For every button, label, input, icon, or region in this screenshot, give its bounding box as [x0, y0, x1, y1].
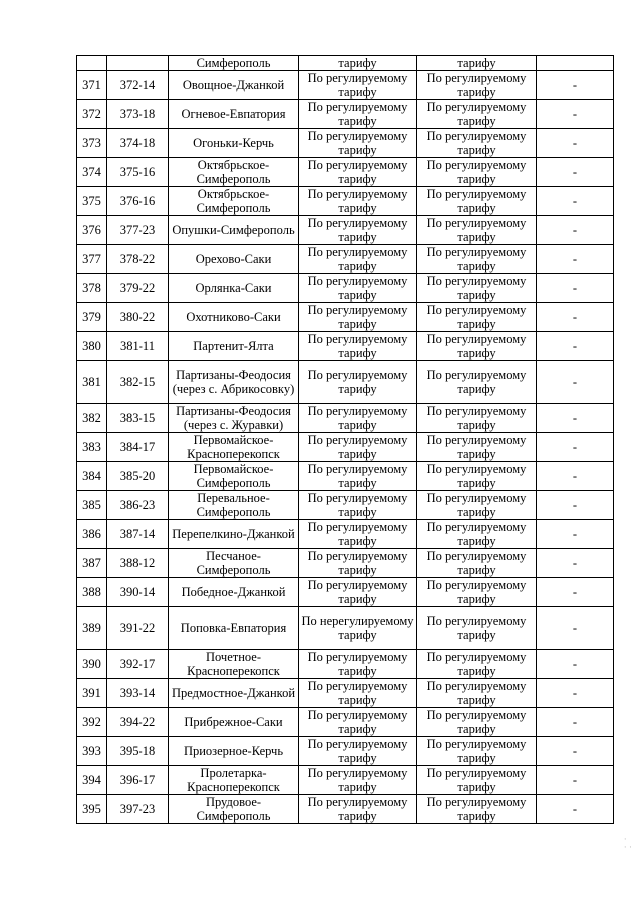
cell-route: Овощное-Джанкой — [169, 71, 299, 100]
cell-col4: По регулируемому тарифу — [299, 332, 417, 361]
table-row — [77, 708, 614, 737]
cell-col5: По регулируемому тарифу — [417, 737, 537, 766]
cell-col4: По регулируемому тарифу — [299, 361, 417, 404]
cell-number: 387 — [77, 549, 107, 578]
cell-col5: По регулируемому тарифу — [417, 491, 537, 520]
cell-route: Партизаны-Феодосия (через с. Журавки) — [169, 404, 299, 433]
cell-number: 373 — [77, 129, 107, 158]
cell-col6: - — [537, 245, 614, 274]
table-row — [77, 245, 614, 274]
cell-col5: По регулируемому тарифу — [417, 462, 537, 491]
cell-code — [107, 56, 169, 71]
cell-col4: По регулируемому тарифу — [299, 303, 417, 332]
cell-col6: - — [537, 549, 614, 578]
cell-col4: По регулируемому тарифу — [299, 491, 417, 520]
cell-code: 387-14 — [107, 520, 169, 549]
cell-code: 385-20 — [107, 462, 169, 491]
cell-col4: По регулируемому тарифу — [299, 433, 417, 462]
cell-col5: По регулируемому тарифу — [417, 520, 537, 549]
cell-number — [77, 56, 107, 71]
cell-route: Прибрежное-Саки — [169, 708, 299, 737]
table-row — [77, 650, 614, 679]
table-row — [77, 520, 614, 549]
routes-table-body — [77, 56, 614, 824]
cell-col5: По регулируемому тарифу — [417, 361, 537, 404]
cell-col5: По регулируемому тарифу — [417, 71, 537, 100]
cell-col6: - — [537, 129, 614, 158]
cell-col4: По регулируемому тарифу — [299, 216, 417, 245]
cell-col4: По регулируемому тарифу — [299, 462, 417, 491]
cell-route: Пролетарка-Красноперекопск — [169, 766, 299, 795]
cell-col4: По регулируемому тарифу — [299, 71, 417, 100]
cell-col6: - — [537, 650, 614, 679]
cell-route: Огневое-Евпатория — [169, 100, 299, 129]
cell-code: 397-23 — [107, 795, 169, 824]
table-row — [77, 216, 614, 245]
cell-number: 394 — [77, 766, 107, 795]
scan-specks: · · · — [623, 834, 632, 852]
cell-col6: - — [537, 578, 614, 607]
cell-route: Октябрьское-Симферополь — [169, 187, 299, 216]
cell-code: 384-17 — [107, 433, 169, 462]
cell-code: 376-16 — [107, 187, 169, 216]
cell-col4: По регулируемому тарифу — [299, 129, 417, 158]
cell-col5: По регулируемому тарифу — [417, 332, 537, 361]
cell-number: 388 — [77, 578, 107, 607]
table-row — [77, 795, 614, 824]
cell-code: 388-12 — [107, 549, 169, 578]
cell-col6: - — [537, 766, 614, 795]
cell-code: 374-18 — [107, 129, 169, 158]
cell-route: Симферополь — [169, 56, 299, 71]
cell-route: Опушки-Симферополь — [169, 216, 299, 245]
cell-number: 372 — [77, 100, 107, 129]
cell-code: 390-14 — [107, 578, 169, 607]
cell-col6: - — [537, 216, 614, 245]
cell-code: 393-14 — [107, 679, 169, 708]
cell-code: 392-17 — [107, 650, 169, 679]
cell-route: Почетное-Красноперекопск — [169, 650, 299, 679]
cell-col4: По регулируемому тарифу — [299, 679, 417, 708]
cell-route: Орехово-Саки — [169, 245, 299, 274]
cell-route: Орлянка-Саки — [169, 274, 299, 303]
cell-col5: По регулируемому тарифу — [417, 650, 537, 679]
cell-number: 376 — [77, 216, 107, 245]
cell-number: 384 — [77, 462, 107, 491]
cell-number: 393 — [77, 737, 107, 766]
cell-col6: - — [537, 187, 614, 216]
cell-col6: - — [537, 491, 614, 520]
cell-col4: По регулируемому тарифу — [299, 274, 417, 303]
routes-table — [76, 55, 614, 824]
cell-route: Перепелкино-Джанкой — [169, 520, 299, 549]
cell-number: 386 — [77, 520, 107, 549]
cell-code: 386-23 — [107, 491, 169, 520]
table-row — [77, 129, 614, 158]
cell-col6: - — [537, 520, 614, 549]
cell-route: Первомайское-Красноперекопск — [169, 433, 299, 462]
table-row — [77, 71, 614, 100]
cell-route: Поповка-Евпатория — [169, 607, 299, 650]
table-row — [77, 158, 614, 187]
cell-number: 395 — [77, 795, 107, 824]
cell-col5: По регулируемому тарифу — [417, 158, 537, 187]
cell-number: 375 — [77, 187, 107, 216]
cell-number: 374 — [77, 158, 107, 187]
cell-col5: По регулируемому тарифу — [417, 607, 537, 650]
table-row — [77, 462, 614, 491]
cell-route: Предмостное-Джанкой — [169, 679, 299, 708]
table-row — [77, 766, 614, 795]
cell-number: 383 — [77, 433, 107, 462]
table-row — [77, 679, 614, 708]
cell-number: 380 — [77, 332, 107, 361]
cell-route: Победное-Джанкой — [169, 578, 299, 607]
cell-code: 378-22 — [107, 245, 169, 274]
cell-col6: - — [537, 737, 614, 766]
cell-col5: По регулируемому тарифу — [417, 245, 537, 274]
cell-code: 381-11 — [107, 332, 169, 361]
cell-number: 378 — [77, 274, 107, 303]
cell-col6: - — [537, 274, 614, 303]
cell-col5: По регулируемому тарифу — [417, 303, 537, 332]
cell-code: 396-17 — [107, 766, 169, 795]
cell-route: Охотниково-Саки — [169, 303, 299, 332]
cell-code: 375-16 — [107, 158, 169, 187]
table-row — [77, 607, 614, 650]
cell-code: 373-18 — [107, 100, 169, 129]
cell-code: 372-14 — [107, 71, 169, 100]
cell-route: Прудовое-Симферополь — [169, 795, 299, 824]
cell-col5: тарифу — [417, 56, 537, 71]
cell-col4: По регулируемому тарифу — [299, 245, 417, 274]
cell-route: Приозерное-Керчь — [169, 737, 299, 766]
cell-col6: - — [537, 607, 614, 650]
table-row — [77, 433, 614, 462]
table-row — [77, 549, 614, 578]
cell-number: 379 — [77, 303, 107, 332]
cell-number: 390 — [77, 650, 107, 679]
table-row — [77, 100, 614, 129]
cell-number: 385 — [77, 491, 107, 520]
cell-route: Партенит-Ялта — [169, 332, 299, 361]
cell-col5: По регулируемому тарифу — [417, 795, 537, 824]
cell-number: 371 — [77, 71, 107, 100]
table-row-continuation — [77, 56, 614, 71]
cell-number: 392 — [77, 708, 107, 737]
cell-route: Октябрьское-Симферополь — [169, 158, 299, 187]
cell-col4: По регулируемому тарифу — [299, 737, 417, 766]
cell-col5: По регулируемому тарифу — [417, 708, 537, 737]
cell-number: 377 — [77, 245, 107, 274]
table-row — [77, 737, 614, 766]
cell-number: 381 — [77, 361, 107, 404]
cell-code: 382-15 — [107, 361, 169, 404]
cell-col5: По регулируемому тарифу — [417, 187, 537, 216]
cell-col6: - — [537, 71, 614, 100]
cell-route: Песчаное-Симферополь — [169, 549, 299, 578]
cell-col6: - — [537, 462, 614, 491]
cell-number: 382 — [77, 404, 107, 433]
cell-col5: По регулируемому тарифу — [417, 433, 537, 462]
cell-col6: - — [537, 795, 614, 824]
cell-route: Перевальное-Симферополь — [169, 491, 299, 520]
cell-col6: - — [537, 679, 614, 708]
table-row — [77, 332, 614, 361]
table-row — [77, 578, 614, 607]
cell-col4: По регулируемому тарифу — [299, 187, 417, 216]
cell-col6: - — [537, 303, 614, 332]
cell-col5: По регулируемому тарифу — [417, 404, 537, 433]
cell-route: Партизаны-Феодосия (через с. Абрикосовку) — [169, 361, 299, 404]
cell-col4: По регулируемому тарифу — [299, 404, 417, 433]
cell-col6: - — [537, 361, 614, 404]
cell-col5: По регулируемому тарифу — [417, 549, 537, 578]
cell-col5: По регулируемому тарифу — [417, 274, 537, 303]
cell-col5: По регулируемому тарифу — [417, 679, 537, 708]
cell-col4: По регулируемому тарифу — [299, 578, 417, 607]
cell-col5: По регулируемому тарифу — [417, 129, 537, 158]
cell-col4: По регулируемому тарифу — [299, 549, 417, 578]
cell-code: 394-22 — [107, 708, 169, 737]
table-row — [77, 274, 614, 303]
cell-code: 380-22 — [107, 303, 169, 332]
cell-col4: По регулируемому тарифу — [299, 158, 417, 187]
cell-col6 — [537, 56, 614, 71]
cell-col5: По регулируемому тарифу — [417, 766, 537, 795]
cell-col4: По нерегулируемому тарифу — [299, 607, 417, 650]
cell-col4: По регулируемому тарифу — [299, 520, 417, 549]
cell-col4: По регулируемому тарифу — [299, 795, 417, 824]
cell-col4: тарифу — [299, 56, 417, 71]
cell-route: Огоньки-Керчь — [169, 129, 299, 158]
cell-col6: - — [537, 332, 614, 361]
cell-code: 383-15 — [107, 404, 169, 433]
cell-col6: - — [537, 433, 614, 462]
cell-col4: По регулируемому тарифу — [299, 100, 417, 129]
cell-col4: По регулируемому тарифу — [299, 766, 417, 795]
cell-col6: - — [537, 100, 614, 129]
cell-col6: - — [537, 708, 614, 737]
cell-number: 391 — [77, 679, 107, 708]
cell-col4: По регулируемому тарифу — [299, 650, 417, 679]
cell-code: 391-22 — [107, 607, 169, 650]
table-row — [77, 361, 614, 404]
cell-code: 377-23 — [107, 216, 169, 245]
cell-col5: По регулируемому тарифу — [417, 100, 537, 129]
cell-number: 389 — [77, 607, 107, 650]
cell-code: 395-18 — [107, 737, 169, 766]
cell-col5: По регулируемому тарифу — [417, 216, 537, 245]
table-row — [77, 303, 614, 332]
cell-col4: По регулируемому тарифу — [299, 708, 417, 737]
cell-col5: По регулируемому тарифу — [417, 578, 537, 607]
table-row — [77, 491, 614, 520]
cell-code: 379-22 — [107, 274, 169, 303]
table-row — [77, 187, 614, 216]
table-row — [77, 404, 614, 433]
cell-route: Первомайское-Симферополь — [169, 462, 299, 491]
cell-col6: - — [537, 158, 614, 187]
cell-col6: - — [537, 404, 614, 433]
